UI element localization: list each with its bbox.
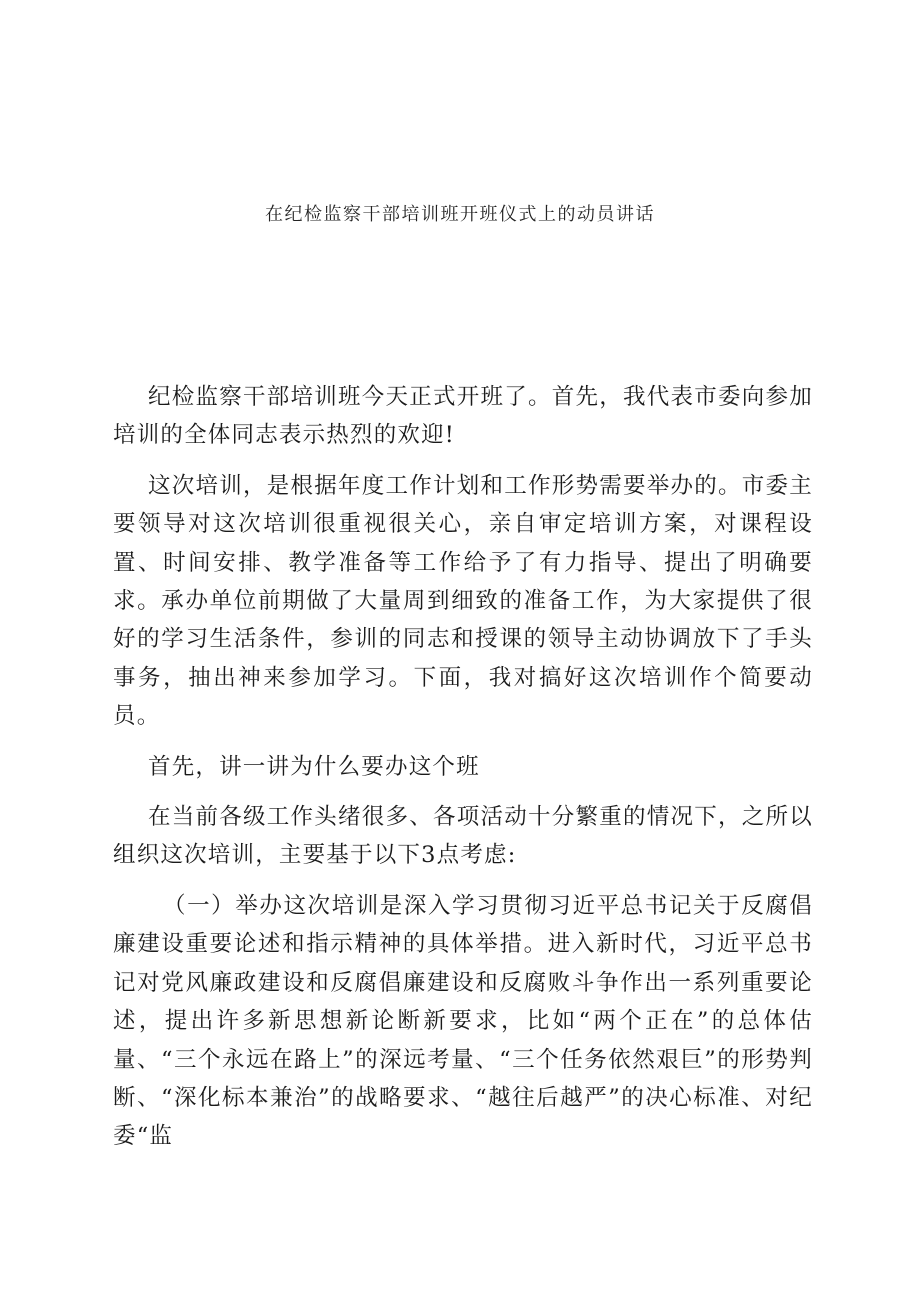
paragraph-welcome: 纪检监察干部培训班今天正式开班了。首先，我代表市委向参加培训的全体同志表示热烈的欢迎!: [113, 384, 813, 449]
paragraph-training-background: 这次培训，是根据年度工作计划和工作形势需要举办的。市委主要领导对这次培训很重视很关心，亲自审定培训方案，对课程设置、时间安排、教学准备等工作给予了有力指导、提出了明确要求。承办单位前期做了大量周到细致的准备工作，为大家提供了很好的学习生活条件，参训的同志和授课的领导主动协调放下了手头事务，抽出神来参加学习。下面，我对搞好这次培训作个简要动员。: [113, 472, 813, 730]
paragraph-point-one: （一）举办这次培训是深入学习贯彻习近平总书记关于反腐倡廉建设重要论述和指示精神的具体举措。进入新时代，习近平总书记对党风廉政建设和反腐倡廉建设和反腐败斗争作出一系列重要论述，提出许多新思想新论断新要求，比如“两个正在”的总体估量、“三个永远在路上”的深远考量、“三个任务依然艰巨”的形势判断、“深化标本兼治”的战略要求、“越往后越严”的决心标准、对纪委“监: [113, 892, 813, 1150]
document-body: [113, 378, 813, 1168]
paragraph-considerations: 在当前各级工作头绪很多、各项活动十分繁重的情况下，之所以组织这次培训，主要基于以下3点考虑:: [113, 804, 813, 869]
document-title: 在纪检监察干部培训班开班仪式上的动员讲话: [265, 204, 655, 225]
section-heading-why: 首先，讲一讲为什么要办这个班: [148, 753, 480, 780]
